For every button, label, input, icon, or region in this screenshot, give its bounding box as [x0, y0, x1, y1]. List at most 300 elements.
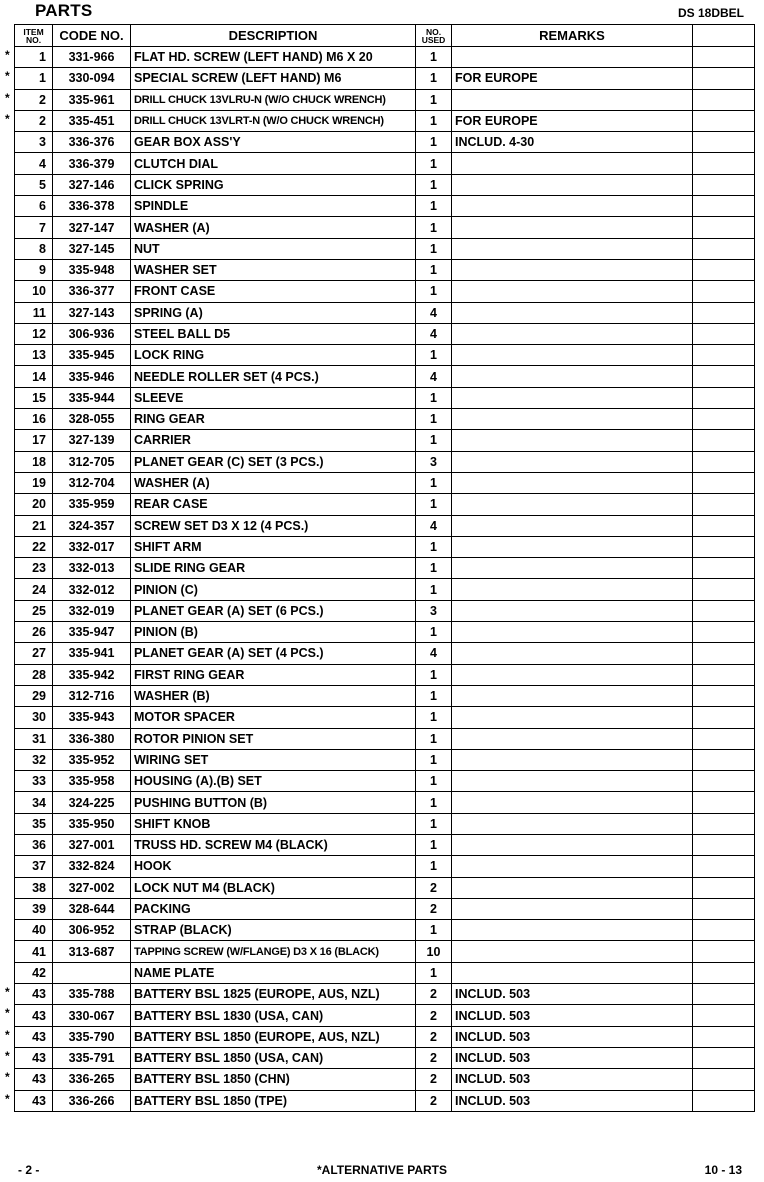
description-cell: BATTERY BSL 1850 (CHN)	[131, 1069, 416, 1090]
code-number-cell: 336-265	[53, 1069, 131, 1090]
quantity-used-cell: 1	[416, 174, 452, 195]
table-row	[15, 174, 755, 195]
blank-cell	[693, 132, 755, 153]
code-number-cell: 330-067	[53, 1005, 131, 1026]
item-number: 30	[32, 710, 46, 725]
table-row	[15, 259, 755, 280]
table-row	[15, 196, 755, 217]
code-number-cell: 335-941	[53, 643, 131, 664]
item-number-cell	[15, 749, 53, 770]
blank-header	[693, 25, 755, 47]
remarks-cell: FOR EUROPE	[452, 110, 693, 131]
table-row	[15, 622, 755, 643]
blank-cell	[693, 749, 755, 770]
item-no-header-line2: NO.	[25, 34, 42, 45]
quantity-used-cell: 4	[416, 366, 452, 387]
quantity-used-cell: 1	[416, 685, 452, 706]
remarks-cell	[452, 771, 693, 792]
quantity-used-cell: 1	[416, 387, 452, 408]
alternative-part-marker: *	[5, 69, 10, 84]
description-header: DESCRIPTION	[131, 25, 416, 47]
code-number-cell: 335-451	[53, 110, 131, 131]
code-number-cell: 336-266	[53, 1090, 131, 1111]
item-number-cell	[15, 494, 53, 515]
blank-cell	[693, 217, 755, 238]
quantity-used-cell: 2	[416, 984, 452, 1005]
description-cell: PINION (B)	[131, 622, 416, 643]
description-cell: STEEL BALL D5	[131, 323, 416, 344]
quantity-used-cell: 1	[416, 728, 452, 749]
item-number-cell	[15, 238, 53, 259]
description-cell: SPINDLE	[131, 196, 416, 217]
item-number: 36	[32, 838, 46, 853]
item-number-cell	[5, 110, 53, 131]
code-number-cell: 332-013	[53, 558, 131, 579]
item-number-cell	[15, 259, 53, 280]
code-number-cell: 328-055	[53, 409, 131, 430]
blank-cell	[693, 600, 755, 621]
blank-cell	[693, 153, 755, 174]
table-row	[15, 132, 755, 153]
description-cell: FRONT CASE	[131, 281, 416, 302]
item-number: 43	[32, 1072, 46, 1087]
blank-cell	[693, 792, 755, 813]
code-number-cell: 336-380	[53, 728, 131, 749]
item-number: 4	[39, 156, 46, 171]
item-number: 13	[32, 348, 46, 363]
quantity-used-cell: 1	[416, 792, 452, 813]
code-number-cell: 306-952	[53, 920, 131, 941]
blank-cell	[693, 387, 755, 408]
remarks-cell	[452, 174, 693, 195]
blank-cell	[693, 47, 755, 68]
remarks-cell	[452, 196, 693, 217]
blank-cell	[693, 1090, 755, 1111]
item-number-cell	[15, 962, 53, 983]
table-row	[15, 558, 755, 579]
table-row	[15, 536, 755, 557]
blank-cell	[693, 110, 755, 131]
quantity-used-cell: 2	[416, 1047, 452, 1068]
item-number-cell	[15, 387, 53, 408]
table-row	[15, 728, 755, 749]
table-row	[15, 494, 755, 515]
quantity-used-cell: 10	[416, 941, 452, 962]
code-number-cell: 336-379	[53, 153, 131, 174]
remarks-cell	[452, 622, 693, 643]
blank-cell	[693, 68, 755, 89]
item-number: 26	[32, 625, 46, 640]
description-cell: WASHER SET	[131, 259, 416, 280]
item-number-cell	[15, 536, 53, 557]
code-number-cell: 335-790	[53, 1026, 131, 1047]
table-row	[15, 643, 755, 664]
blank-cell	[693, 984, 755, 1005]
alternative-part-marker: *	[5, 1048, 10, 1063]
description-cell: PLANET GEAR (A) SET (4 PCS.)	[131, 643, 416, 664]
item-number-cell	[15, 664, 53, 685]
description-cell: WASHER (A)	[131, 472, 416, 493]
item-number: 34	[32, 795, 46, 810]
item-number-cell	[15, 174, 53, 195]
description-cell: CLUTCH DIAL	[131, 153, 416, 174]
quantity-used-cell: 1	[416, 281, 452, 302]
table-row	[15, 366, 755, 387]
item-number: 6	[39, 199, 46, 214]
footnote: *ALTERNATIVE PARTS	[316, 1163, 447, 1177]
code-number-cell: 331-966	[53, 47, 131, 68]
remarks-cell	[452, 749, 693, 770]
quantity-used-cell: 1	[416, 920, 452, 941]
quantity-used-cell: 1	[416, 409, 452, 430]
item-number: 20	[32, 497, 46, 512]
code-number-cell: 336-377	[53, 281, 131, 302]
blank-cell	[693, 813, 755, 834]
quantity-used-cell: 1	[416, 622, 452, 643]
item-number-cell	[15, 813, 53, 834]
item-number-cell	[5, 1047, 53, 1068]
description-cell: PINION (C)	[131, 579, 416, 600]
table-row	[15, 1090, 755, 1111]
item-number-cell	[15, 877, 53, 898]
table-row	[15, 409, 755, 430]
description-cell: MOTOR SPACER	[131, 707, 416, 728]
item-number-cell	[15, 856, 53, 877]
code-number-cell: 312-704	[53, 472, 131, 493]
table-row	[15, 877, 755, 898]
item-number: 31	[32, 731, 46, 746]
code-number-cell	[53, 962, 131, 983]
quantity-used-cell: 1	[416, 430, 452, 451]
remarks-cell	[452, 664, 693, 685]
item-number-cell	[5, 1090, 53, 1111]
item-number: 3	[39, 135, 46, 150]
blank-cell	[693, 771, 755, 792]
table-row	[15, 451, 755, 472]
item-number: 9	[39, 263, 46, 278]
code-number-cell: 312-705	[53, 451, 131, 472]
remarks-cell	[452, 217, 693, 238]
remarks-cell	[452, 728, 693, 749]
table-row	[15, 1047, 755, 1068]
quantity-used-cell: 1	[416, 813, 452, 834]
no-used-header-line2: USED	[421, 34, 446, 45]
remarks-cell	[452, 834, 693, 855]
item-number: 43	[32, 987, 46, 1002]
code-number-cell: 306-936	[53, 323, 131, 344]
item-number-cell	[15, 281, 53, 302]
blank-cell	[693, 728, 755, 749]
description-cell: ROTOR PINION SET	[131, 728, 416, 749]
item-number-cell	[15, 515, 53, 536]
table-row	[15, 707, 755, 728]
remarks-cell	[452, 345, 693, 366]
table-row	[15, 89, 755, 110]
blank-cell	[693, 558, 755, 579]
blank-cell	[693, 664, 755, 685]
quantity-used-cell: 3	[416, 451, 452, 472]
table-row	[15, 110, 755, 131]
blank-cell	[693, 962, 755, 983]
blank-cell	[693, 622, 755, 643]
table-row	[15, 771, 755, 792]
item-number-cell	[15, 579, 53, 600]
code-number-cell: 327-145	[53, 238, 131, 259]
remarks-cell	[452, 430, 693, 451]
description-cell: NUT	[131, 238, 416, 259]
table-row	[15, 281, 755, 302]
table-row	[15, 941, 755, 962]
blank-cell	[693, 174, 755, 195]
quantity-used-cell: 2	[416, 877, 452, 898]
item-number: 2	[39, 92, 46, 107]
table-row	[15, 984, 755, 1005]
remarks-cell: INCLUD. 503	[452, 1005, 693, 1026]
remarks-cell	[452, 579, 693, 600]
quantity-used-cell: 1	[416, 47, 452, 68]
item-number-cell	[15, 451, 53, 472]
item-number: 17	[32, 433, 46, 448]
quantity-used-cell: 4	[416, 643, 452, 664]
code-number-cell: 327-139	[53, 430, 131, 451]
description-cell: CLICK SPRING	[131, 174, 416, 195]
quantity-used-cell: 1	[416, 707, 452, 728]
description-cell: PLANET GEAR (C) SET (3 PCS.)	[131, 451, 416, 472]
quantity-used-cell: 1	[416, 664, 452, 685]
item-number-cell	[5, 984, 53, 1005]
remarks-cell	[452, 920, 693, 941]
blank-cell	[693, 685, 755, 706]
item-number-cell	[15, 132, 53, 153]
item-number: 27	[32, 646, 46, 661]
description-cell: PLANET GEAR (A) SET (6 PCS.)	[131, 600, 416, 621]
table-row	[15, 664, 755, 685]
description-cell: NAME PLATE	[131, 962, 416, 983]
blank-cell	[693, 89, 755, 110]
item-number: 32	[32, 752, 46, 767]
description-cell: NEEDLE ROLLER SET (4 PCS.)	[131, 366, 416, 387]
quantity-used-cell: 2	[416, 1069, 452, 1090]
item-number: 43	[32, 1051, 46, 1066]
table-row	[15, 387, 755, 408]
item-number: 25	[32, 603, 46, 618]
quantity-used-cell: 1	[416, 579, 452, 600]
item-number: 37	[32, 859, 46, 874]
code-number-cell: 330-094	[53, 68, 131, 89]
remarks-cell	[452, 536, 693, 557]
remarks-cell	[452, 813, 693, 834]
remarks-cell	[452, 941, 693, 962]
item-number: 14	[32, 369, 46, 384]
blank-cell	[693, 323, 755, 344]
quantity-used-cell: 1	[416, 217, 452, 238]
remarks-cell	[452, 409, 693, 430]
blank-cell	[693, 430, 755, 451]
description-cell: FIRST RING GEAR	[131, 664, 416, 685]
item-number: 23	[32, 561, 46, 576]
alternative-part-marker: *	[5, 985, 10, 1000]
table-row	[15, 600, 755, 621]
blank-cell	[693, 259, 755, 280]
alternative-part-marker: *	[5, 1006, 10, 1021]
code-number-cell: 327-146	[53, 174, 131, 195]
quantity-used-cell: 1	[416, 494, 452, 515]
blank-cell	[693, 856, 755, 877]
code-number-cell: 335-961	[53, 89, 131, 110]
item-number: 24	[32, 582, 46, 597]
alternative-part-marker: *	[5, 111, 10, 126]
remarks-cell	[452, 302, 693, 323]
no-used-header	[416, 25, 452, 47]
item-number-cell	[15, 302, 53, 323]
item-number: 29	[32, 689, 46, 704]
code-number-cell: 312-716	[53, 685, 131, 706]
item-number: 19	[32, 476, 46, 491]
item-number: 2	[39, 114, 46, 129]
alternative-part-marker: *	[5, 90, 10, 105]
item-number-cell	[15, 920, 53, 941]
remarks-cell	[452, 643, 693, 664]
remarks-cell	[452, 153, 693, 174]
table-row	[15, 68, 755, 89]
table-row	[15, 515, 755, 536]
description-cell: GEAR BOX ASS'Y	[131, 132, 416, 153]
quantity-used-cell: 1	[416, 472, 452, 493]
code-number-cell: 335-944	[53, 387, 131, 408]
blank-cell	[693, 366, 755, 387]
code-number-cell: 324-225	[53, 792, 131, 813]
quantity-used-cell: 3	[416, 600, 452, 621]
parts-table-body	[5, 47, 755, 1112]
item-number: 41	[32, 944, 46, 959]
item-number: 22	[32, 539, 46, 554]
quantity-used-cell: 2	[416, 1005, 452, 1026]
remarks-cell	[452, 898, 693, 919]
remarks-cell	[452, 323, 693, 344]
remarks-cell	[452, 600, 693, 621]
item-number-cell	[15, 430, 53, 451]
item-number-cell	[15, 345, 53, 366]
blank-cell	[693, 1069, 755, 1090]
table-row	[15, 430, 755, 451]
description-cell: SHIFT KNOB	[131, 813, 416, 834]
quantity-used-cell: 1	[416, 153, 452, 174]
item-number: 8	[39, 241, 46, 256]
code-number-cell: 332-824	[53, 856, 131, 877]
description-cell: BATTERY BSL 1825 (EUROPE, AUS, NZL)	[131, 984, 416, 1005]
remarks-cell	[452, 962, 693, 983]
item-number: 16	[32, 412, 46, 427]
table-row	[15, 920, 755, 941]
code-number-cell: 335-958	[53, 771, 131, 792]
remarks-cell	[452, 792, 693, 813]
table-header-row	[15, 25, 755, 47]
table-row	[15, 579, 755, 600]
remarks-cell: INCLUD. 503	[452, 984, 693, 1005]
item-number: 35	[32, 816, 46, 831]
code-number-cell: 335-945	[53, 345, 131, 366]
table-row	[15, 1069, 755, 1090]
code-number-cell: 335-942	[53, 664, 131, 685]
table-row	[15, 153, 755, 174]
description-cell: HOUSING (A).(B) SET	[131, 771, 416, 792]
table-row	[15, 792, 755, 813]
description-cell: SPECIAL SCREW (LEFT HAND) M6	[131, 68, 416, 89]
item-number-cell	[15, 898, 53, 919]
page-number: - 2 -	[18, 1163, 40, 1177]
code-number-cell: 332-012	[53, 579, 131, 600]
item-number-cell	[15, 600, 53, 621]
remarks-cell: INCLUD. 503	[452, 1069, 693, 1090]
description-cell: BATTERY BSL 1830 (USA, CAN)	[131, 1005, 416, 1026]
table-row	[15, 217, 755, 238]
blank-cell	[693, 281, 755, 302]
model-number: DS 18DBEL	[677, 6, 744, 20]
remarks-cell: INCLUD. 4-30	[452, 132, 693, 153]
item-number-cell	[15, 558, 53, 579]
item-number-cell	[5, 47, 53, 68]
code-no-header: CODE NO.	[53, 25, 131, 47]
remarks-cell	[452, 366, 693, 387]
item-number-cell	[5, 1069, 53, 1090]
code-number-cell: 327-147	[53, 217, 131, 238]
item-number: 7	[39, 220, 46, 235]
blank-cell	[693, 345, 755, 366]
item-number: 28	[32, 667, 46, 682]
quantity-used-cell: 1	[416, 834, 452, 855]
quantity-used-cell: 1	[416, 132, 452, 153]
remarks-cell: INCLUD. 503	[452, 1090, 693, 1111]
code-number-cell: 335-959	[53, 494, 131, 515]
remarks-cell	[452, 238, 693, 259]
item-number: 12	[32, 327, 46, 341]
table-row	[15, 813, 755, 834]
remarks-cell: FOR EUROPE	[452, 68, 693, 89]
item-number-cell	[15, 834, 53, 855]
item-no-header	[15, 25, 53, 47]
description-cell: HOOK	[131, 856, 416, 877]
quantity-used-cell: 1	[416, 196, 452, 217]
remarks-cell	[452, 472, 693, 493]
item-number-cell	[5, 89, 53, 110]
code-number-cell: 328-644	[53, 898, 131, 919]
item-number: 1	[39, 71, 46, 86]
table-row	[15, 1005, 755, 1026]
blank-cell	[693, 472, 755, 493]
item-number-cell	[15, 409, 53, 430]
description-cell: STRAP (BLACK)	[131, 920, 416, 941]
table-row	[15, 685, 755, 706]
remarks-cell	[452, 387, 693, 408]
item-number: 10	[32, 284, 46, 299]
remarks-cell	[452, 47, 693, 68]
remarks-cell: INCLUD. 503	[452, 1047, 693, 1068]
remarks-header: REMARKS	[452, 25, 693, 47]
blank-cell	[693, 877, 755, 898]
blank-cell	[693, 579, 755, 600]
item-number: 43	[32, 1008, 46, 1023]
description-cell: SCREW SET D3 X 12 (4 PCS.)	[131, 515, 416, 536]
blank-cell	[693, 536, 755, 557]
remarks-cell	[452, 856, 693, 877]
description-cell: WIRING SET	[131, 749, 416, 770]
description-cell: LOCK RING	[131, 345, 416, 366]
description-cell: CARRIER	[131, 430, 416, 451]
code-number-cell: 336-378	[53, 196, 131, 217]
remarks-cell	[452, 707, 693, 728]
item-number: 5	[39, 177, 46, 192]
description-cell: FLAT HD. SCREW (LEFT HAND) M6 X 20	[131, 47, 416, 68]
